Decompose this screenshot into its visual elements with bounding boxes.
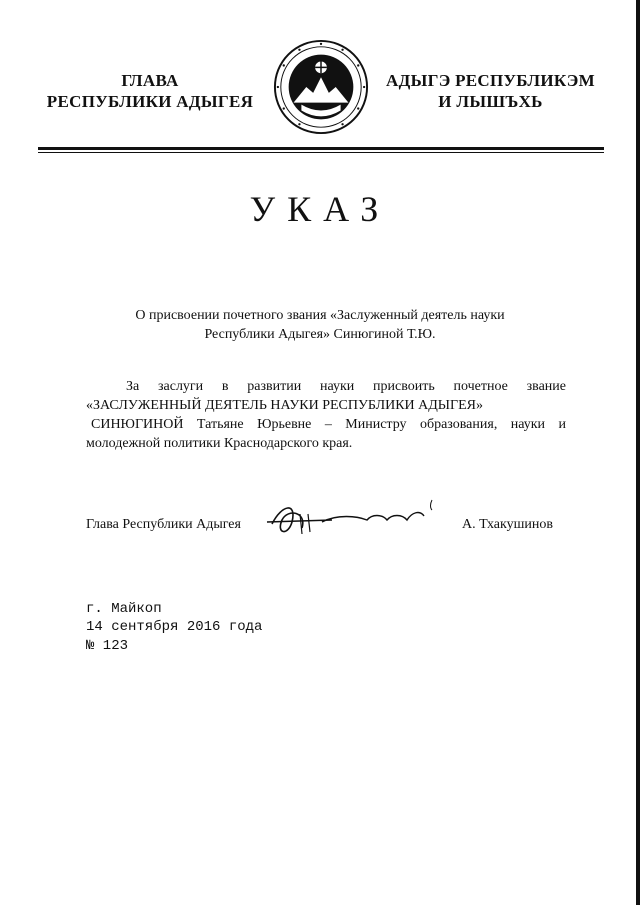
issue-city: г. Майкоп bbox=[86, 601, 162, 617]
body-line3: СИНЮГИНОЙ Татьяне Юрьевне – Министру образования, науки и bbox=[91, 417, 566, 432]
scan-edge bbox=[636, 0, 640, 905]
header-left-line2: РЕСПУБЛИКИ АДЫГЕЯ bbox=[46, 92, 254, 111]
decree-number: № 123 bbox=[86, 638, 129, 654]
body-line2: «ЗАСЛУЖЕННЫЙ ДЕЯТЕЛЬ НАУКИ РЕСПУБЛИКИ АДЫГЕЯ» bbox=[86, 398, 483, 413]
header-right bbox=[378, 70, 603, 112]
subject-line1: О присвоении почетного звания «Заслуженный деятель науки bbox=[135, 308, 505, 323]
body-line1: За заслуги в развитии науки присвоить почетное звание bbox=[126, 379, 566, 394]
signatory-position: Глава Республики Адыгея bbox=[86, 517, 241, 532]
header-divider-thick bbox=[38, 147, 604, 150]
body-line4: молодежной политики Краснодарского края. bbox=[86, 436, 353, 451]
decree-body bbox=[86, 377, 566, 453]
handwritten-signature-icon bbox=[262, 494, 442, 544]
document-title: УКАЗ bbox=[249, 189, 391, 229]
header-divider-thin bbox=[38, 152, 604, 153]
issue-date: 14 сентября 2016 года bbox=[86, 619, 263, 635]
coat-of-arms-emblem-icon bbox=[272, 38, 370, 136]
header-right-line2: И ЛЫШЪХЬ bbox=[438, 92, 543, 111]
subject-line2: Республики Адыгея» Синюгиной Т.Ю. bbox=[204, 327, 436, 342]
decree-subject bbox=[110, 306, 530, 344]
header-left-line1: ГЛАВА bbox=[121, 71, 179, 90]
header-right-line1: АДЫГЭ РЕСПУБЛИКЭМ bbox=[386, 71, 595, 90]
header-left bbox=[30, 70, 270, 112]
signatory-name: А. Тхакушинов bbox=[462, 517, 553, 532]
